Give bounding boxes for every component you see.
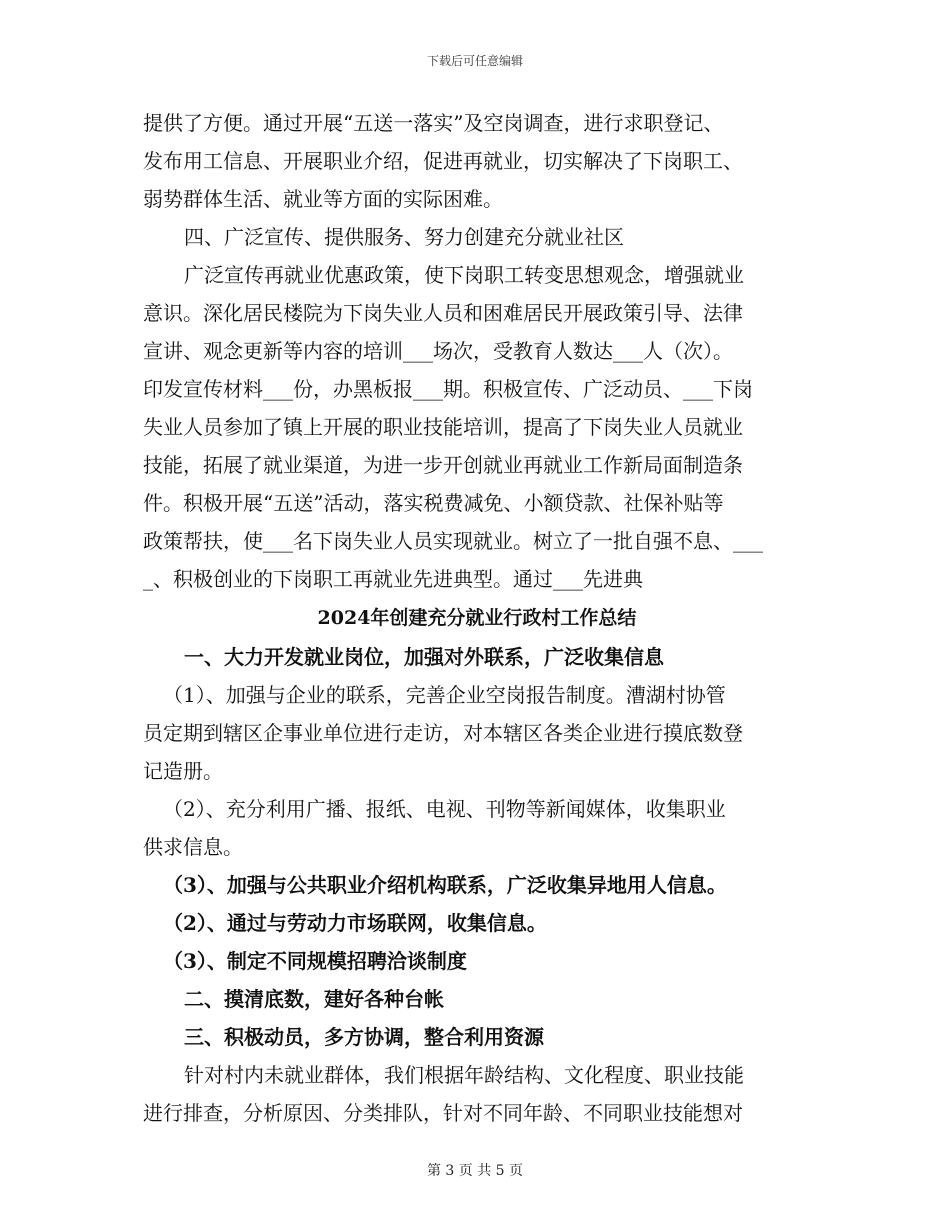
subsection-heading: （3）、加强与公共职业介绍机构联系，广泛收集异地用人信息。 <box>163 873 727 897</box>
document-title: 2024年创建充分就业行政村工作总结 <box>317 607 637 629</box>
page-header: 下载后可任意编辑 <box>426 54 523 68</box>
text-line: 技能，拓展了就业渠道，为进一步开创就业再就业工作新局面制造条 <box>143 453 743 477</box>
text-line: 意识。深化居民楼院为下岗失业人员和困难居民开展政策引导、法律 <box>143 301 743 325</box>
text-line: _、积极创业的下岗职工再就业先进典型。通过___先进典 <box>143 567 643 591</box>
section-heading: 三、积极动员，多方协调，整合利用资源 <box>184 1025 544 1049</box>
text-line: （1）、加强与企业的联系，完善企业空岗报告制度。漕湖村协管 <box>163 683 726 707</box>
text-line: 件。积极开展“五送”活动，落实税费减免、小额贷款、社保补贴等 <box>143 491 724 515</box>
text-line: 进行排查，分析原因、分类排队，针对不同年龄、不同职业技能想对 <box>143 1101 743 1125</box>
text-line: 失业人员参加了镇上开展的职业技能培训，提高了下岗失业人员就业 <box>143 415 743 439</box>
section-heading: 四、广泛宣传、提供服务、努力创建充分就业社区 <box>184 225 624 249</box>
text-line: 供求信息。 <box>143 835 243 859</box>
subsection-heading: （2）、通过与劳动力市场联网，收集信息。 <box>163 911 547 935</box>
page-footer: 第 3 页 共 5 页 <box>426 1163 524 1179</box>
text-line: 员定期到辖区企事业单位进行走访，对本辖区各类企业进行摸底数登 <box>143 721 743 745</box>
section-heading: 一、大力开发就业岗位，加强对外联系，广泛收集信息 <box>184 645 664 669</box>
text-line: 提供了方便。通过开展“五送一落实”及空岗调查，进行求职登记、 <box>143 111 724 135</box>
text-line: 政策帮扶，使___名下岗失业人员实现就业。树立了一批自强不息、___ <box>143 529 763 553</box>
text-line: 印发宣传材料___份，办黑板报___期。积极宣传、广泛动员、___下岗 <box>143 377 753 401</box>
text-line: 针对村内未就业群体，我们根据年龄结构、文化程度、职业技能 <box>184 1063 744 1087</box>
text-line: 记造册。 <box>143 759 223 783</box>
subsection-heading: （3）、制定不同规模招聘洽谈制度 <box>163 949 467 973</box>
text-line: （2）、充分利用广播、报纸、电视、刊物等新闻媒体，收集职业 <box>163 797 726 821</box>
text-line: 广泛宣传再就业优惠政策，使下岗职工转变思想观念，增强就业 <box>184 263 744 287</box>
text-line: 弱势群体生活、就业等方面的实际困难。 <box>143 187 503 211</box>
text-line: 宣讲、观念更新等内容的培训___场次，受教育人数达___人（次）。 <box>143 339 733 363</box>
section-heading: 二、摸清底数，建好各种台帐 <box>184 987 444 1011</box>
document-body <box>143 104 811 1132</box>
text-line: 发布用工信息、开展职业介绍，促进再就业，切实解决了下岗职工、 <box>143 149 743 173</box>
